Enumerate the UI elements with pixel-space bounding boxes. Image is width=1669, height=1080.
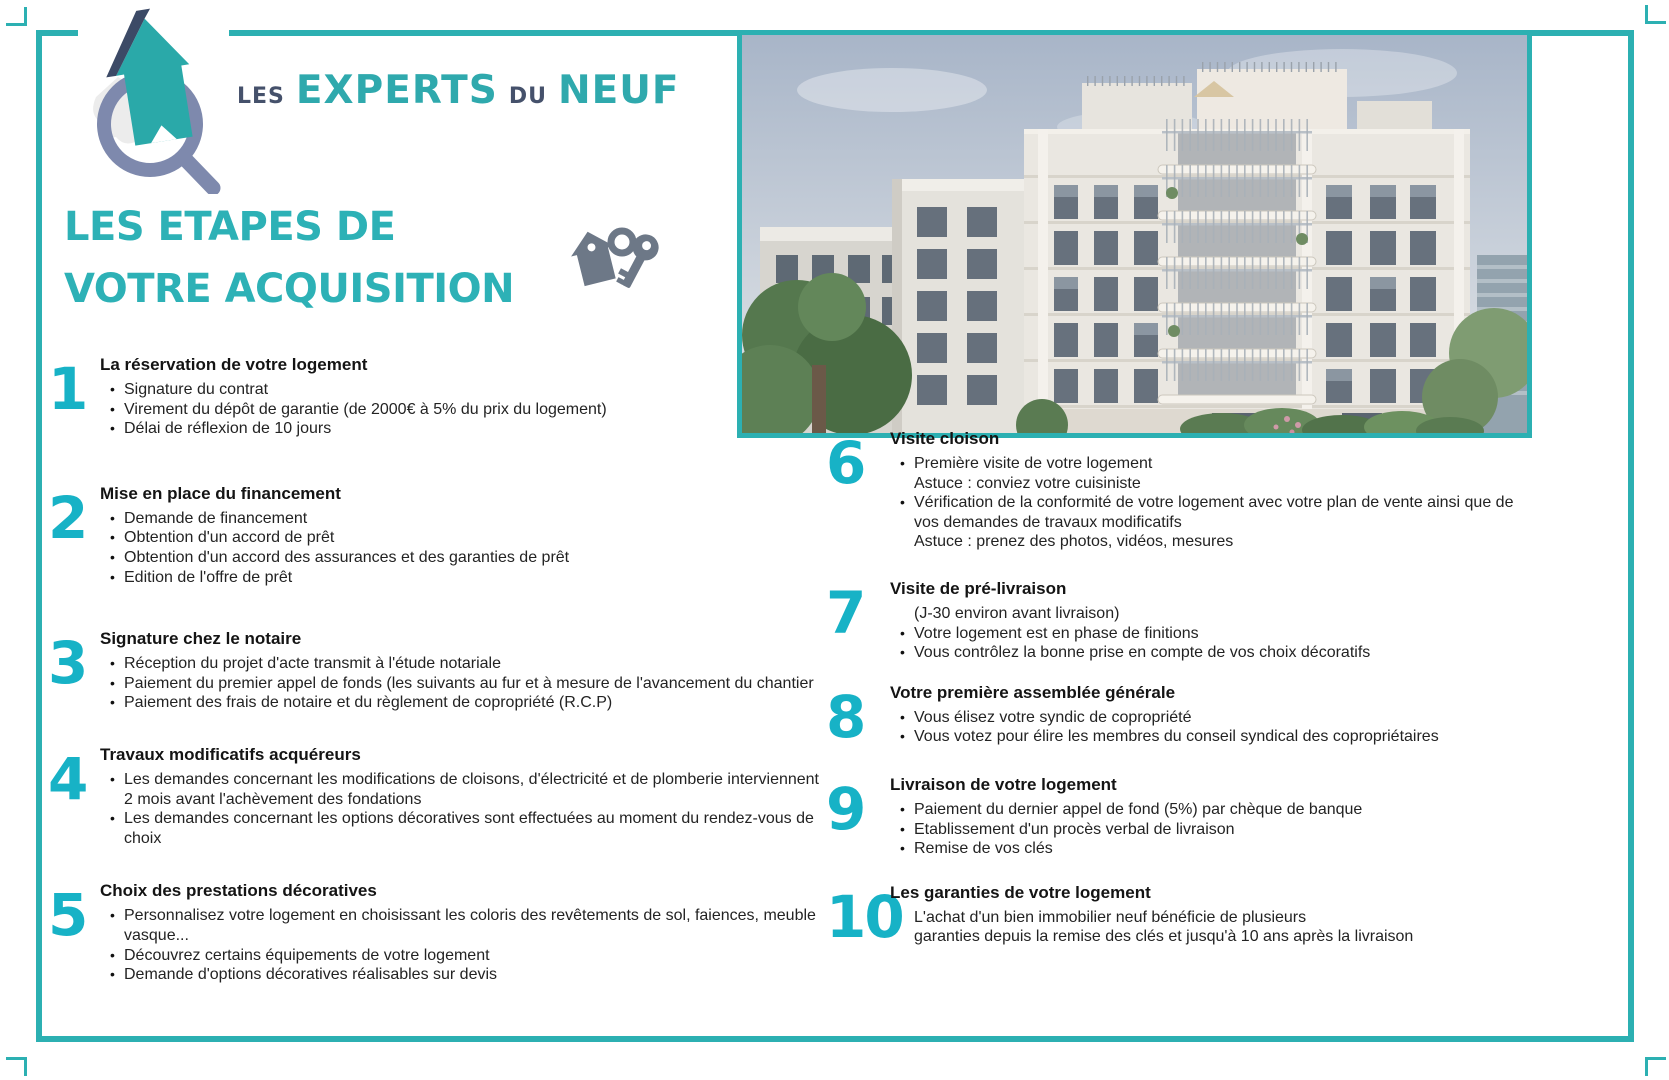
bullet-dot: •	[110, 770, 115, 787]
step-note: Astuce : prenez des photos, vidéos, mesures	[914, 533, 1234, 551]
step-bullet	[100, 528, 826, 548]
building-photo	[737, 30, 1532, 438]
acquisition-step	[48, 483, 826, 587]
logo-word-neuf: NEUF	[557, 68, 680, 113]
step-bullet-text: Signature du contrat	[124, 381, 269, 398]
step-number: 9	[826, 774, 865, 843]
step-bullet-text: Virement du dépôt de garantie (de 2000€ à 5% du prix du logement)	[124, 400, 607, 418]
step-bullet-text: Obtention d'un accord des assurances et des garanties de prêt	[124, 548, 570, 566]
step-bullet	[890, 643, 1534, 663]
page-title-line1: LES ETAPES DE	[64, 204, 396, 250]
step-number: 10	[826, 882, 903, 951]
step-bullet	[100, 674, 826, 694]
step-title: Votre première assemblée générale	[890, 682, 1176, 702]
bullet-dot: •	[900, 455, 905, 471]
step-bullet-text: Edition de l'offre de prêt	[124, 568, 293, 586]
step-bullet	[100, 419, 826, 439]
step-number: 5	[48, 881, 87, 950]
step-bullet	[100, 548, 826, 568]
step-items	[100, 770, 826, 848]
step-body	[890, 682, 1534, 747]
acquisition-step	[48, 354, 826, 439]
bullet-dot: •	[110, 400, 115, 417]
step-title: Les garanties de votre logement	[890, 882, 1151, 902]
step-body	[890, 578, 1534, 663]
page-title-line2: VOTRE ACQUISITION	[64, 266, 515, 312]
step-title: Choix des prestations décoratives	[100, 881, 377, 901]
bullet-dot: •	[110, 509, 115, 526]
step-bullet	[100, 509, 826, 529]
step-bullet	[890, 454, 1534, 474]
step-bullet-text: Paiement du dernier appel de fond (5%) par chèque de banque	[914, 800, 1363, 818]
step-bullet	[890, 839, 1534, 859]
step-number: 2	[48, 483, 87, 552]
step-bullet-text: Obtention d'un accord de prêt	[124, 529, 335, 547]
step-bullet-text: Découvrez certains équipements de votre logement	[124, 946, 490, 964]
bullet-dot: •	[900, 840, 905, 857]
step-bullet	[100, 654, 826, 674]
acquisition-step	[48, 628, 826, 713]
step-bullet-text: Demande d'options décoratives réalisables sur devis	[124, 966, 498, 984]
bullet-dot: •	[110, 420, 115, 437]
bullet-dot: •	[110, 655, 115, 672]
step-body	[890, 774, 1534, 859]
step-bullet-text: Délai de réflexion de 10 jours	[124, 420, 332, 438]
brand-logo-text	[237, 68, 680, 113]
bullet-dot: •	[900, 800, 905, 817]
step-bullet	[100, 946, 826, 966]
step-bullet	[890, 624, 1534, 644]
step-bullet-text: Vérification de la conformité de votre logement avec votre plan de vente ainsi que de vos demandes de travaux modificatifs	[914, 494, 1514, 531]
steps-column-right	[826, 428, 1534, 951]
step-bullet-text: Vous votez pour élire les membres du conseil syndical des copropriétaires	[914, 728, 1439, 746]
step-number: 4	[48, 744, 87, 813]
step-title: Mise en place du financement	[100, 483, 341, 503]
step-title: Visite de pré-livraison	[890, 578, 1067, 598]
page-title	[64, 196, 514, 320]
bullet-dot: •	[900, 494, 905, 511]
logo-word-experts: EXPERTS	[295, 68, 498, 113]
bullet-dot: •	[900, 708, 905, 725]
step-bullet	[100, 770, 826, 809]
step-bullet	[100, 906, 826, 945]
step-bullet	[100, 809, 826, 848]
step-bullet	[100, 965, 826, 985]
step-bullet-text: Les demandes concernant les options décoratives sont effectuées au moment du rendez-vous de choix	[124, 810, 814, 847]
step-bullet-text: Personnalisez votre logement en choisissant les coloris des revêtements de sol, faiences, meuble vasque...	[124, 907, 816, 944]
step-number: 3	[48, 629, 87, 698]
step-bullet-text: Réception du projet d'acte transmit à l'étude notariale	[124, 655, 501, 673]
step-title: Livraison de votre logement	[890, 774, 1117, 794]
step-items	[100, 906, 826, 984]
logo-word-les: LES	[237, 84, 285, 109]
step-bullet	[890, 800, 1534, 820]
step-number: 1	[48, 355, 87, 423]
step-bullet-text: Etablissement d'un procès verbal de livraison	[914, 820, 1235, 838]
bullet-dot: •	[110, 381, 115, 397]
bullet-dot: •	[110, 568, 115, 585]
step-bullet-text: Votre logement est en phase de finitions	[914, 624, 1199, 642]
bullet-dot: •	[110, 694, 115, 711]
step-number: 8	[826, 682, 865, 751]
step-body	[100, 354, 826, 439]
step-body	[100, 880, 826, 984]
bullet-dot: •	[110, 907, 115, 924]
acquisition-step	[826, 578, 1534, 663]
bullet-dot: •	[110, 946, 115, 963]
acquisition-step	[826, 682, 1534, 751]
logo-word-du: DU	[508, 84, 547, 109]
step-items	[890, 908, 1534, 947]
step-bullet	[100, 400, 826, 420]
bullet-dot: •	[110, 966, 115, 983]
step-bullet	[890, 708, 1534, 728]
step-body	[100, 744, 826, 848]
step-body	[100, 628, 826, 713]
step-items	[100, 654, 826, 713]
corner-mark-top-right	[1645, 5, 1666, 24]
brand-logo	[78, 2, 680, 194]
step-body	[890, 428, 1534, 552]
step-bullet	[100, 568, 826, 588]
step-bullet-text: Demande de financement	[124, 509, 308, 527]
step-items	[890, 454, 1534, 552]
bullet-dot: •	[900, 728, 905, 745]
corner-mark-top-left	[6, 7, 27, 26]
step-body	[890, 882, 1534, 947]
step-note: garanties depuis la remise des clés et jusqu'à 10 ans après la livraison	[914, 928, 1414, 946]
acquisition-step	[826, 774, 1534, 859]
step-bullet	[100, 693, 826, 713]
step-bullet-text: Paiement des frais de notaire et du règlement de copropriété (R.C.P)	[124, 694, 613, 712]
bullet-dot: •	[110, 674, 115, 691]
step-items	[100, 380, 826, 439]
bullet-dot: •	[110, 548, 115, 565]
corner-mark-bottom-right	[1645, 1057, 1666, 1076]
corner-mark-bottom-left	[6, 1057, 27, 1076]
step-title: La réservation de votre logement	[100, 355, 368, 374]
step-bullet-text: Vous contrôlez la bonne prise en compte de vos choix décoratifs	[914, 644, 1371, 662]
bullet-dot: •	[900, 820, 905, 837]
bullet-dot: •	[110, 529, 115, 546]
house-magnifier-icon	[78, 2, 229, 194]
bullet-dot: •	[900, 624, 905, 641]
step-note: (J-30 environ avant livraison)	[914, 604, 1120, 622]
step-title: Visite cloison	[890, 429, 1000, 448]
step-bullet-text: Vous élisez votre syndic de copropriété	[914, 708, 1192, 726]
acquisition-step	[826, 882, 1534, 951]
steps-column-left	[48, 354, 826, 985]
step-items	[100, 509, 826, 587]
step-note: L'achat d'un bien immobilier neuf bénéficie de plusieurs	[914, 908, 1307, 926]
step-items	[890, 800, 1534, 859]
step-items	[890, 604, 1534, 663]
step-title: Travaux modificatifs acquéreurs	[100, 744, 361, 764]
bullet-dot: •	[900, 644, 905, 661]
step-body	[100, 483, 826, 587]
step-title: Signature chez le notaire	[100, 629, 302, 649]
acquisition-step	[48, 744, 826, 848]
step-bullet-text: Les demandes concernant les modifications de cloisons, d'électricité et de plomberie interviennent 2 mois avant l'achèvement des fondations	[124, 770, 819, 808]
house-keys-icon	[560, 218, 664, 294]
step-number: 6	[826, 429, 865, 497]
step-number: 7	[826, 578, 865, 647]
acquisition-step	[48, 880, 826, 984]
step-bullet-text: Remise de vos clés	[914, 840, 1053, 858]
step-bullet	[100, 380, 826, 400]
step-note: Astuce : conviez votre cuisiniste	[914, 474, 1141, 492]
step-bullet	[890, 727, 1534, 747]
acquisition-step	[826, 428, 1534, 552]
bullet-dot: •	[110, 810, 115, 827]
step-bullet	[890, 820, 1534, 840]
step-items	[890, 708, 1534, 747]
step-bullet	[890, 493, 1534, 532]
step-bullet-text: Première visite de votre logement	[914, 455, 1153, 472]
step-bullet-text: Paiement du premier appel de fonds (les suivants au fur et à mesure de l'avancement du chantier	[124, 674, 814, 692]
